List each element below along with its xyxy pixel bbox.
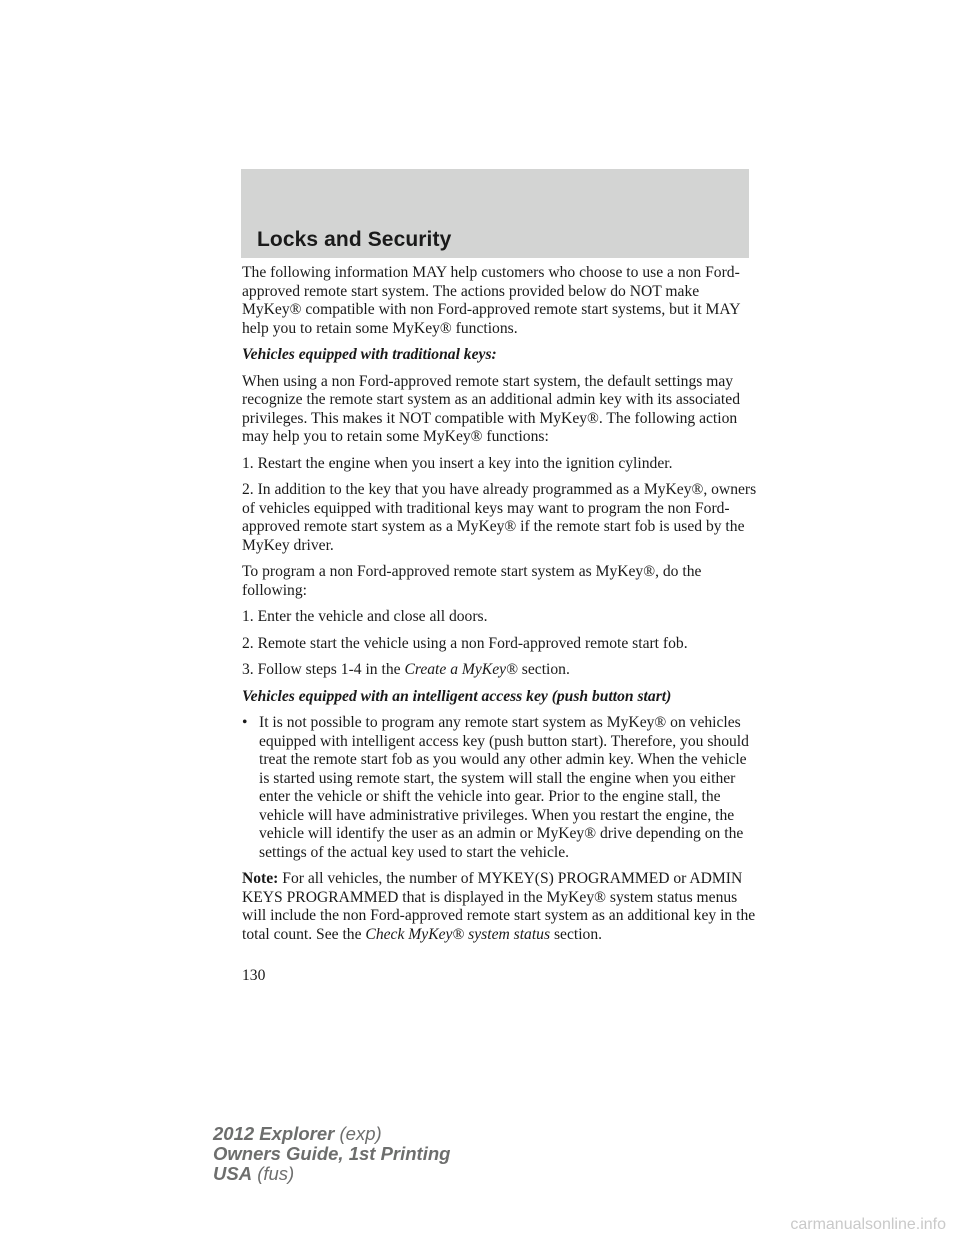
note-paragraph bbox=[242, 870, 758, 944]
note-text: For all vehicles, the number of MYKEY(S) PROGRAMMED or ADMIN KEYS PROGRAMMED that is displayed in the MyKey® system status menus will include the non Ford-approved remote start system as an additional key in the total count. See the bbox=[242, 870, 756, 943]
intro-paragraph: The following information MAY help customers who choose to use a non Ford-approved remote start system. The actions provided below do NOT make MyKey® compatible with non Ford-approved remote start systems, but it MAY help you to retain some MyKey® functions. bbox=[242, 264, 740, 337]
footer-model: 2012 Explorer bbox=[213, 1123, 335, 1144]
page-number: 130 bbox=[242, 967, 266, 984]
section-title: Locks and Security bbox=[257, 228, 452, 251]
step-3-suffix: section. bbox=[517, 661, 570, 678]
intelligent-key-heading: Vehicles equipped with an intelligent access key (push button start) bbox=[242, 687, 672, 705]
footer-market: USA bbox=[213, 1163, 253, 1184]
restart-step: 1. Restart the engine when you insert a key into the ignition cylinder. bbox=[242, 454, 673, 472]
program-step-3 bbox=[242, 661, 758, 680]
footer-imprint bbox=[213, 1124, 450, 1184]
create-mykey-reference: Create a MyKey® bbox=[404, 661, 518, 678]
footer-model-code: (exp) bbox=[334, 1123, 382, 1144]
program-step: 2. In addition to the key that you have already programmed as a MyKey®, owners of vehicles equipped with traditional keys may want to program the non Ford-approved remote start system as a MyKey® if the remote start fob is used by the MyKey driver. bbox=[242, 481, 757, 554]
footer-line-3 bbox=[213, 1164, 450, 1184]
program-step-2: 2. Remote start the vehicle using a non Ford-approved remote start fob. bbox=[242, 634, 688, 652]
bullet-item bbox=[242, 714, 758, 862]
check-mykey-reference: Check MyKey® system status bbox=[365, 925, 551, 943]
footer-line-2: Owners Guide, 1st Printing bbox=[213, 1143, 451, 1164]
section-header bbox=[241, 169, 749, 258]
bullet-text: It is not possible to program any remote start system as MyKey® on vehicles equipped with intelligent access key (push button start). Therefore, you should treat the remote start fob as you would any other admin key. When the vehicle is started using remote start, the system will stall the engine when you either enter the vehicle or shift the vehicle into gear. Prior to the engine stall, the vehicle will have administrative privileges. When you restart the engine, the vehicle will identify the user as an admin or MyKey® drive depending on the settings of the actual key used to start the vehicle. bbox=[259, 714, 749, 861]
program-step-1: 1. Enter the vehicle and close all doors. bbox=[242, 608, 488, 625]
traditional-keys-heading: Vehicles equipped with traditional keys: bbox=[242, 346, 497, 363]
page-content bbox=[242, 264, 758, 952]
note-suffix: section. bbox=[550, 925, 603, 943]
footer-market-code: (fus) bbox=[252, 1163, 295, 1184]
step-3-prefix: 3. Follow steps 1-4 in the bbox=[242, 661, 405, 678]
watermark: carmanualsonline.info bbox=[790, 1216, 946, 1233]
note-label: Note: bbox=[242, 870, 279, 887]
footer-line-1 bbox=[213, 1124, 450, 1144]
bullet-marker: • bbox=[242, 714, 248, 731]
traditional-keys-paragraph: When using a non Ford-approved remote start system, the default settings may recognize the remote start system as an additional admin key with its associated privileges. This makes it NOT compatible with MyKey®. The following action may help you to retain some MyKey® functions: bbox=[242, 372, 740, 445]
program-intro: To program a non Ford-approved remote start system as MyKey®, do the following: bbox=[242, 563, 702, 599]
